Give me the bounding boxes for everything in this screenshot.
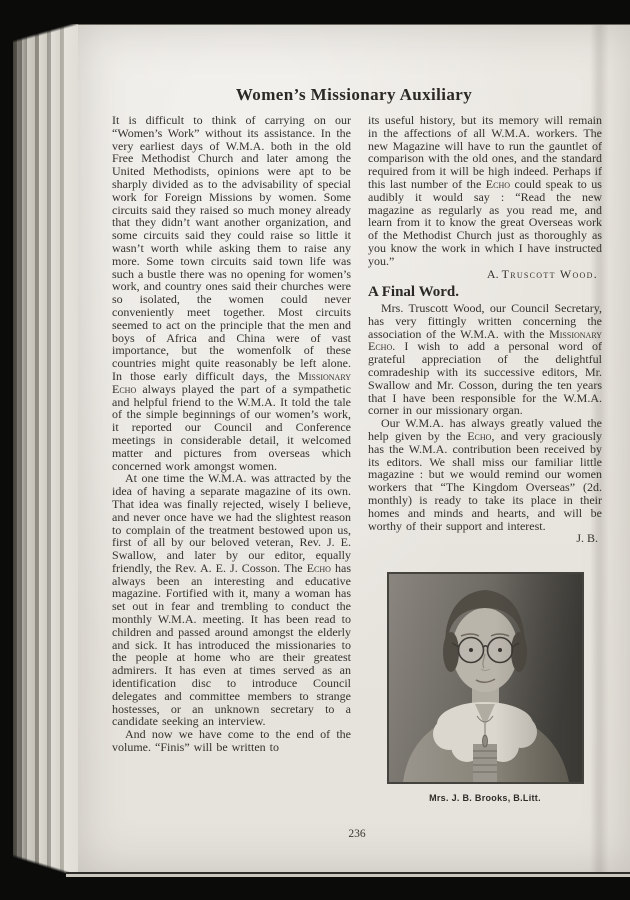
paragraph: its useful history, but its memory will remain in the affections of all W.M.A. workers. The new Magazine will have to run the gauntlet of comparison with the old ones, and the standard required from it will be high indeed. Perhaps if this last number of the Echo could speak to us audibly it would say : “Read the new magazine as regularly as you read me, and learn from it to know the great Overseas work of the Methodist Church just as thoroughly as you know the work in which I have instructed you.” <box>368 113 602 268</box>
portrait-photo <box>387 572 584 784</box>
page-title: Women’s Missionary Auxiliary <box>235 85 473 104</box>
right-column-text <box>368 114 602 546</box>
signature: J. B. <box>576 531 598 546</box>
right-column <box>368 114 602 803</box>
paragraph: It is difficult to think of carrying on our “Women’s Work” without its assistance. In the very earliest days of W.M.A. both in the old Free Methodist Church and later among the United Methodists, opinions were apt to be sharply divided as to the advisability of special work for Foreign Missions by women. Some circuits said they raised so much money already that they didn’t want another organization, and some circuits said they could raise so little it wasn’t worth while asking them to raise any more. Some town circuits said town life was such a bustle there was no opening for women’s work, and country ones said their churches were so isolated, the women could never conveniently meet together. Most circuits seemed to act on the principle that the men and boys of Africa and China were of vast importance, but the womenfolk of these countries might quite reasonably be left alone. In those early difficult days, the Missionary Echo always played the part of a sympathetic and helpful friend to the W.M.A. It told the tale of the simple beginnings of our women’s work, it reported our Council and Conference meetings in considerable detail, it welcomed matter and pictures from overseas which concerned work amongst women. <box>112 113 351 473</box>
paragraph: Mrs. Truscott Wood, our Council Secretary, has very fittingly written concerning the association of the W.M.A. with the Missionary Echo. I wish to add a personal word of grateful appreciation of the delightful comradeship with its successive editors, Mr. Swallow and Mr. Cosson, during the ten years that I have been responsible for the W.M.A. corner in our missionary organ. <box>368 301 602 418</box>
backdrop-top <box>0 0 630 24</box>
book-page <box>78 24 630 873</box>
heading: A Final Word. <box>368 284 459 301</box>
left-column <box>112 114 351 754</box>
portrait-illustration <box>389 574 582 782</box>
text-columns <box>78 105 630 803</box>
portrait-figure <box>387 572 584 803</box>
signature: A. Truscott Wood. <box>486 266 598 281</box>
paragraph: Our W.M.A. has always greatly valued the help given by the Echo, and very graciously has the W.M.A. contribution been received by its editors. We shall miss our familiar little magazine : but we would remind our women workers that “The Kingdom Overseas” (2d. monthly) is ready to take its place in their homes and minds and hearts, and will be worthy of their support and interest. <box>368 416 603 533</box>
page-number: 236 <box>348 828 366 840</box>
backdrop-bottom <box>0 877 630 900</box>
paragraph: And now we have come to the end of the volume. “Finis” will be written to <box>112 727 351 755</box>
portrait-caption: Mrs. J. B. Brooks, B.Litt. <box>429 792 541 803</box>
paragraph: At one time the W.M.A. was attracted by the idea of having a separate magazine of its own. That idea was finally rejected, wisely I believe, and never once have we had the slightest reason to complain of the treatment bestowed upon us, first of all by our beloved veteran, Rev. J. E. Swallow, and later by our editor, equally friendly, the Rev. A. E. J. Cosson. The Echo has always been an interesting and educative magazine. Fortified with it, many a woman has set out in fear and trembling to conduct the monthly W.M.A. meeting. It has been read to children and passed around amongst the elderly and sick. It has introduced the missionaries to the people at home who are their greatest admirers. It has even at times served as an identification disc to introduce Council delegates and committee members to strange hostesses, or an unknown secretary to a candidate seeking an interview. <box>112 471 351 729</box>
book-page-edges <box>0 8 82 888</box>
